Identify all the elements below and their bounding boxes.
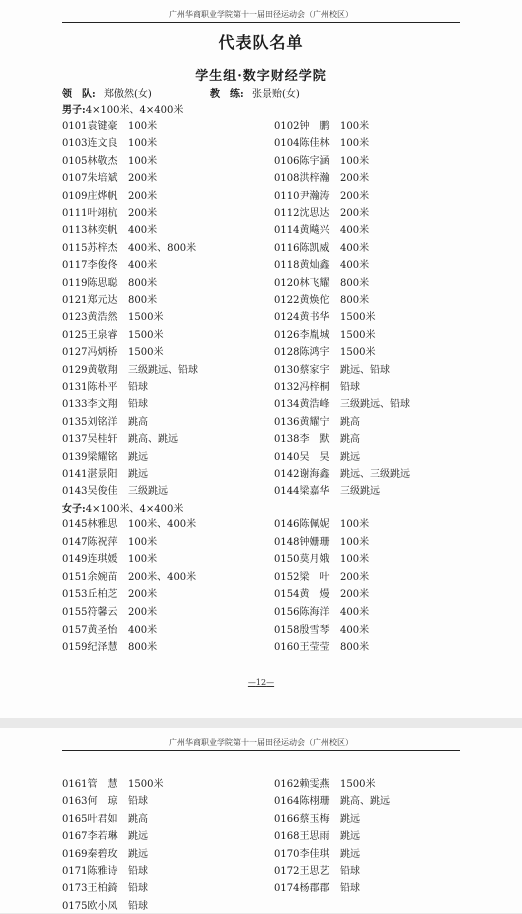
athlete-number-name: 0163何 琼 (62, 796, 118, 808)
athlete-events: 跳远、三级跳远 (340, 469, 410, 480)
roster-entry (62, 242, 196, 256)
roster-entry (62, 207, 157, 221)
roster-entry (62, 346, 163, 360)
athlete-number-name: 0137吴桂轩 (62, 434, 118, 446)
athlete-number-name: 0135刘铭洋 (62, 416, 118, 428)
athlete-events: 跳远 (128, 848, 148, 860)
roster-entry (274, 571, 369, 585)
roster-entry (274, 485, 380, 499)
athlete-number-name: 0125王泉睿 (62, 329, 118, 341)
roster-entry (62, 468, 148, 482)
athlete-events: 200米 (340, 190, 370, 202)
roster-entry (62, 882, 148, 896)
athlete-events: 400米 (340, 607, 370, 618)
athlete-events: 跳远 (340, 451, 360, 463)
athlete-number-name: 0148钟姗珊 (274, 536, 330, 548)
roster-entry (274, 381, 360, 395)
athlete-events: 100米 (128, 536, 158, 548)
athlete-number-name: 0110尹瀚涛 (274, 190, 330, 202)
athlete-events: 铅球 (340, 866, 360, 877)
athlete-number-name: 0161管 慧 (62, 779, 118, 790)
roster-entry (274, 588, 369, 602)
athlete-number-name: 0175欧小凤 (62, 900, 118, 912)
athlete-number-name: 0133李文翔 (62, 399, 118, 411)
roster-entry (62, 172, 157, 186)
athlete-events: 三级跳远、铅球 (128, 364, 198, 376)
athlete-number-name: 0147陈祝萍 (62, 536, 118, 548)
athlete-events: 跳远 (340, 831, 360, 843)
female-heading: 女子: (62, 504, 86, 515)
roster-entry (62, 553, 157, 567)
athlete-number-name: 0109庄烨帆 (62, 190, 118, 202)
athlete-events: 1500米 (128, 312, 164, 324)
athlete-number-name: 0165叶君如 (62, 813, 118, 825)
coach-label: 教 练: (210, 89, 244, 100)
athlete-events: 铅球 (128, 382, 148, 393)
roster-entry (274, 518, 369, 532)
athlete-events: 100米、400米 (128, 519, 197, 530)
athlete-number-name: 0151余婉苗 (62, 571, 118, 583)
athlete-number-name: 0138李 默 (274, 434, 330, 446)
athlete-events: 跳高 (340, 434, 360, 446)
roster-entry (62, 398, 148, 412)
roster-entry (62, 416, 148, 430)
roster-entry (62, 813, 148, 827)
roster-entry (62, 277, 157, 291)
athlete-number-name: 0134黄浩峰 (274, 399, 330, 411)
athlete-number-name: 0167李若琳 (62, 831, 118, 843)
athlete-events: 三级跳远 (340, 486, 380, 498)
roster-entry (274, 882, 360, 896)
athlete-events: 跳高 (128, 813, 148, 825)
athlete-events: 800米 (128, 277, 158, 289)
athlete-number-name: 0144梁嘉华 (274, 486, 330, 498)
athlete-events: 100米 (340, 138, 370, 150)
athlete-events: 三级跳远、铅球 (340, 399, 410, 411)
roster-entry (274, 624, 369, 638)
athlete-events: 跳远、铅球 (340, 364, 390, 376)
roster-entry (62, 778, 163, 792)
athlete-events: 三级跳远 (128, 486, 168, 498)
athlete-number-name: 0111叶翊杭 (62, 208, 118, 219)
roster-entry (62, 830, 148, 844)
athlete-number-name: 0122黄焕佗 (274, 295, 330, 306)
roster-entry (274, 830, 360, 844)
roster-entry (274, 207, 369, 221)
athlete-events: 1500米 (128, 347, 164, 359)
athlete-events: 1500米 (340, 329, 376, 341)
roster-entry (274, 398, 410, 412)
athlete-number-name: 0119陈思聪 (62, 277, 118, 289)
roster-entry (62, 311, 163, 325)
leader-label: 领 队: (62, 89, 96, 100)
athlete-number-name: 0127冯炳桥 (62, 347, 118, 359)
athlete-number-name: 0159纪泽慧 (62, 642, 118, 654)
athlete-number-name: 0103连文良 (62, 138, 118, 150)
athlete-events: 铅球 (128, 883, 148, 895)
roster-entry (62, 606, 157, 620)
running-header: 广州华商职业学院第十一届田径运动会（广州校区） (169, 10, 353, 19)
athlete-number-name: 0121郑元达 (62, 295, 118, 306)
roster-entry (274, 795, 390, 809)
athlete-events: 100米 (340, 519, 370, 530)
roster-entry (274, 311, 375, 325)
athlete-events: 跳远 (128, 469, 148, 480)
team-subtitle: 学生组·数字财经学院 (195, 69, 327, 84)
document-title: 代表队名单 (218, 33, 304, 52)
athlete-events: 100米 (340, 155, 370, 167)
athlete-events: 200米 (128, 208, 158, 219)
athlete-number-name: 0128陈鸿宇 (274, 347, 330, 359)
roster-entry (274, 277, 369, 291)
document-page-2 (0, 728, 522, 913)
roster-entry (62, 155, 157, 169)
roster-entry (62, 588, 157, 602)
roster-entry (274, 172, 369, 186)
athlete-number-name: 0102钟 鹏 (274, 121, 330, 132)
athlete-number-name: 0171陈雅诗 (62, 866, 118, 877)
athlete-events: 1500米 (340, 312, 376, 324)
athlete-events: 1500米 (340, 779, 376, 790)
leader-name: 郑傲然(女) (104, 89, 152, 100)
athlete-number-name: 0126李胤城 (274, 329, 330, 341)
athlete-number-name: 0136黄耀宁 (274, 416, 330, 428)
roster-entry (62, 329, 163, 343)
roster-entry (274, 848, 360, 862)
athlete-number-name: 0155符馨云 (62, 607, 118, 618)
roster-entry (274, 433, 360, 447)
athlete-number-name: 0112沈思达 (274, 208, 330, 219)
athlete-number-name: 0139梁耀铭 (62, 451, 118, 463)
roster-entry (62, 451, 148, 465)
athlete-number-name: 0132冯梓桐 (274, 382, 330, 393)
athlete-events: 跳远 (128, 451, 148, 463)
athlete-events: 铅球 (128, 866, 148, 877)
athlete-events: 跳高 (128, 416, 148, 428)
athlete-number-name: 0123黄浩然 (62, 312, 118, 324)
roster-entry (274, 865, 360, 879)
athlete-number-name: 0104陈佳林 (274, 138, 330, 150)
athlete-events: 400米 (340, 242, 370, 254)
athlete-events: 400米 (340, 260, 370, 272)
athlete-events: 800米 (128, 295, 158, 306)
athlete-number-name: 0157黄圣怡 (62, 624, 118, 636)
athlete-events: 400米 (340, 225, 370, 237)
athlete-number-name: 0172王思艺 (274, 866, 330, 877)
roster-entry (274, 778, 375, 792)
roster-entry (62, 641, 157, 655)
roster-entry (274, 259, 369, 273)
roster-entry (274, 813, 360, 827)
roster-entry (274, 451, 360, 465)
athlete-number-name: 0131陈朴平 (62, 382, 118, 393)
athlete-number-name: 0166蔡玉梅 (274, 813, 330, 825)
athlete-number-name: 0154黄 熳 (274, 589, 330, 601)
roster-entry (62, 624, 157, 638)
athlete-events: 200米 (128, 173, 158, 185)
roster-entry (274, 536, 369, 550)
athlete-events: 100米 (128, 554, 158, 566)
athlete-events: 200米 (128, 190, 158, 202)
athlete-number-name: 0170李佳琪 (274, 848, 330, 860)
roster-entry (274, 606, 369, 620)
athlete-events: 200米 (128, 589, 158, 601)
athlete-events: 铅球 (128, 900, 148, 912)
athlete-events: 跳高、跳远 (340, 796, 390, 808)
roster-entry (62, 536, 157, 550)
athlete-number-name: 0149连琪媛 (62, 554, 118, 566)
athlete-events: 200米、400米 (128, 571, 197, 583)
athlete-events: 100米 (128, 155, 158, 167)
athlete-events: 400米 (340, 624, 370, 636)
athlete-number-name: 0140吴 昊 (274, 451, 330, 463)
athlete-events: 1500米 (128, 329, 164, 341)
roster-entry (62, 518, 196, 532)
roster-entry (62, 294, 157, 308)
athlete-number-name: 0160王莹莹 (274, 642, 330, 654)
roster-entry (62, 137, 157, 151)
athlete-number-name: 0120林飞耀 (274, 277, 330, 289)
athlete-number-name: 0152梁 叶 (274, 571, 330, 583)
roster-entry (62, 381, 148, 395)
athlete-number-name: 0118黄灿鑫 (274, 260, 330, 272)
roster-entry (62, 190, 157, 204)
athlete-events: 800米 (340, 642, 370, 654)
athlete-events: 跳远 (128, 831, 148, 843)
athlete-events: 400米、800米 (128, 242, 197, 254)
male-heading: 男子: (62, 105, 86, 116)
roster-entry (62, 224, 157, 238)
athlete-events: 800米 (128, 642, 158, 654)
athlete-events: 200米 (340, 173, 370, 185)
athlete-number-name: 0101袁键豪 (62, 121, 118, 132)
athlete-events: 100米 (340, 536, 370, 548)
athlete-number-name: 0108洪梓瀚 (274, 173, 330, 185)
athlete-events: 200米 (340, 589, 370, 601)
athlete-events: 200米 (340, 208, 370, 219)
coach-name: 张景贻(女) (252, 89, 300, 100)
roster-entry (62, 259, 157, 273)
athlete-number-name: 0169秦碧玫 (62, 848, 118, 860)
roster-entry (274, 553, 369, 567)
roster-entry (274, 364, 390, 378)
roster-entry (274, 329, 375, 343)
roster-entry (274, 155, 369, 169)
roster-entry (62, 364, 198, 378)
athlete-number-name: 0173王柏錡 (62, 883, 118, 895)
female-relays: 4×100米、4×400米 (85, 504, 184, 515)
roster-entry (62, 120, 157, 134)
athlete-events: 跳高 (340, 416, 360, 428)
athlete-number-name: 0146陈佩妮 (274, 519, 330, 530)
male-relays: 4×100米、4×400米 (85, 105, 184, 116)
athlete-number-name: 0124黄书华 (274, 312, 330, 324)
athlete-number-name: 0115苏梓杰 (62, 242, 118, 254)
athlete-events: 100米 (128, 138, 158, 150)
athlete-number-name: 0174杨郡郡 (274, 883, 330, 895)
athlete-events: 跳远 (340, 848, 360, 860)
roster-entry (274, 190, 369, 204)
athlete-number-name: 0129黄敬翔 (62, 364, 118, 376)
athlete-number-name: 0107朱培斌 (62, 173, 118, 185)
athlete-events: 400米 (128, 225, 158, 237)
athlete-number-name: 0105林敬杰 (62, 155, 118, 167)
athlete-number-name: 0158殷雪琴 (274, 624, 330, 636)
roster-entry (274, 468, 410, 482)
running-header-page-2: 广州华商职业学院第十一届田径运动会（广州校区） (169, 738, 353, 747)
athlete-events: 200米 (128, 607, 158, 618)
athlete-number-name: 0145林雅思 (62, 519, 118, 530)
athlete-number-name: 0114黄飚兴 (274, 225, 330, 237)
roster-entry (62, 900, 148, 914)
athlete-number-name: 0168王思雨 (274, 831, 330, 843)
athlete-number-name: 0153丘柏芝 (62, 589, 118, 601)
roster-entry (62, 433, 178, 447)
athlete-number-name: 0143吴俊佳 (62, 486, 118, 498)
athlete-events: 1500米 (340, 347, 376, 359)
athlete-events: 200米 (340, 571, 370, 583)
roster-entry (274, 416, 360, 430)
roster-entry (274, 224, 369, 238)
athlete-number-name: 0162赖雯燕 (274, 779, 330, 790)
athlete-events: 跳远 (340, 813, 360, 825)
male-section-heading (62, 104, 183, 118)
athlete-events: 800米 (340, 295, 370, 306)
athlete-events: 400米 (128, 624, 158, 636)
athlete-number-name: 0130蔡家宇 (274, 364, 330, 376)
roster-entry (274, 120, 369, 134)
athlete-number-name: 0113林奕帆 (62, 225, 118, 237)
athlete-events: 铅球 (340, 883, 360, 895)
roster-entry (274, 294, 369, 308)
roster-entry (62, 795, 148, 809)
roster-entry (62, 485, 168, 499)
roster-entry (274, 137, 369, 151)
roster-entry (274, 346, 375, 360)
female-section-heading (62, 503, 183, 517)
athlete-events: 铅球 (340, 382, 360, 393)
athlete-events: 100米 (340, 554, 370, 566)
header-rule (62, 22, 460, 23)
athlete-events: 铅球 (128, 399, 148, 411)
athlete-number-name: 0150莫月娥 (274, 554, 330, 566)
athlete-number-name: 0142谢海鑫 (274, 469, 330, 480)
page-number: —12— (247, 678, 275, 687)
athlete-events: 100米 (128, 121, 158, 132)
roster-entry (62, 571, 196, 585)
athlete-number-name: 0156陈海洋 (274, 607, 330, 618)
athlete-number-name: 0164陈栩珊 (274, 796, 330, 808)
athlete-number-name: 0116陈凯威 (274, 242, 330, 254)
roster-entry (274, 242, 369, 256)
athlete-events: 跳高、跳远 (128, 434, 178, 446)
athlete-events: 100米 (340, 121, 370, 132)
athlete-events: 铅球 (128, 796, 148, 808)
roster-entry (62, 848, 148, 862)
athlete-number-name: 0106陈宇涵 (274, 155, 330, 167)
athlete-number-name: 0117李俊佟 (62, 260, 118, 272)
athlete-events: 800米 (340, 277, 370, 289)
roster-entry (62, 865, 148, 879)
athlete-events: 400米 (128, 260, 158, 272)
header-rule-page-2 (62, 750, 460, 751)
roster-entry (274, 641, 369, 655)
athlete-number-name: 0141湛景阳 (62, 469, 118, 480)
athlete-events: 1500米 (128, 779, 164, 790)
